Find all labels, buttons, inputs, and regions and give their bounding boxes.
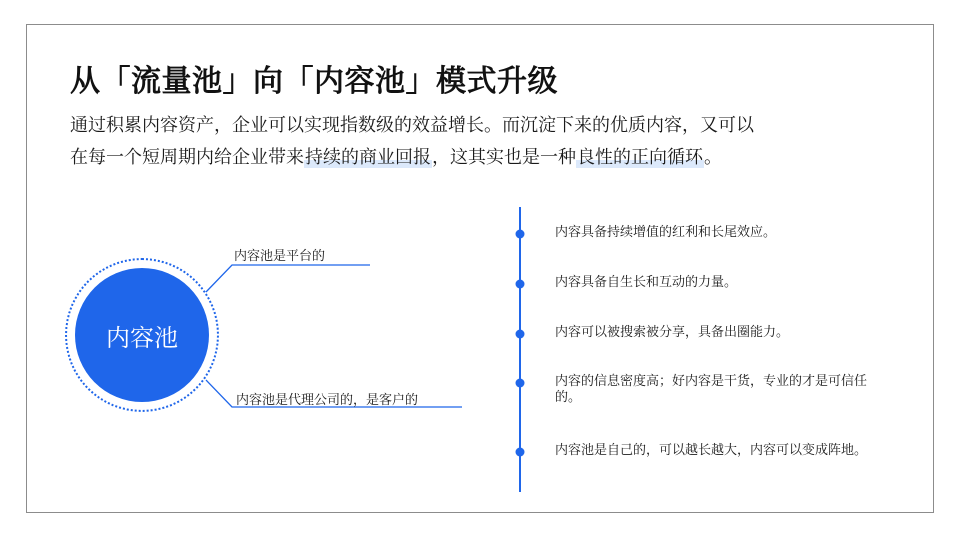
slide-title: 从「流量池」向「内容池」模式升级 (70, 64, 558, 99)
highlight-positive-cycle: 良性的正向循环 (577, 147, 703, 168)
branch-line-top (206, 265, 370, 292)
timeline-item-4: 内容的信息密度高；好内容是干货，专业的才是可信任的。 (555, 374, 868, 405)
timeline-dot (516, 379, 525, 388)
timeline-item-1: 内容具备持续增值的红利和长尾效应。 (555, 225, 777, 240)
content-pool-label: 内容池 (106, 323, 178, 352)
paragraph-line-1: 通过积累内容资产，企业可以实现指数级的效益增长。而沉淀下来的优质内容，又可以 (70, 115, 754, 136)
timeline-dot (516, 448, 525, 457)
timeline-dot (516, 330, 525, 339)
branch-label-agency: 内容池是代理公司的，是客户的 (236, 393, 419, 408)
paragraph-text: 在每一个短周期内给企业带来 (70, 147, 304, 168)
timeline-dot (516, 230, 525, 239)
timeline-item-5: 内容池是自己的，可以越长越大，内容可以变成阵地。 (555, 443, 868, 458)
branch-label-platform: 内容池是平台的 (234, 249, 326, 264)
highlight-sustained-returns: 持续的商业回报 (305, 147, 431, 168)
timeline-dot (516, 280, 525, 289)
timeline-item-2: 内容具备自生长和互动的力量。 (555, 275, 738, 290)
paragraph-text: ，这其实也是一种 (432, 147, 576, 168)
paragraph-text: 。 (704, 147, 722, 168)
timeline-item-3: 内容可以被搜索被分享，具备出圈能力。 (555, 325, 790, 340)
